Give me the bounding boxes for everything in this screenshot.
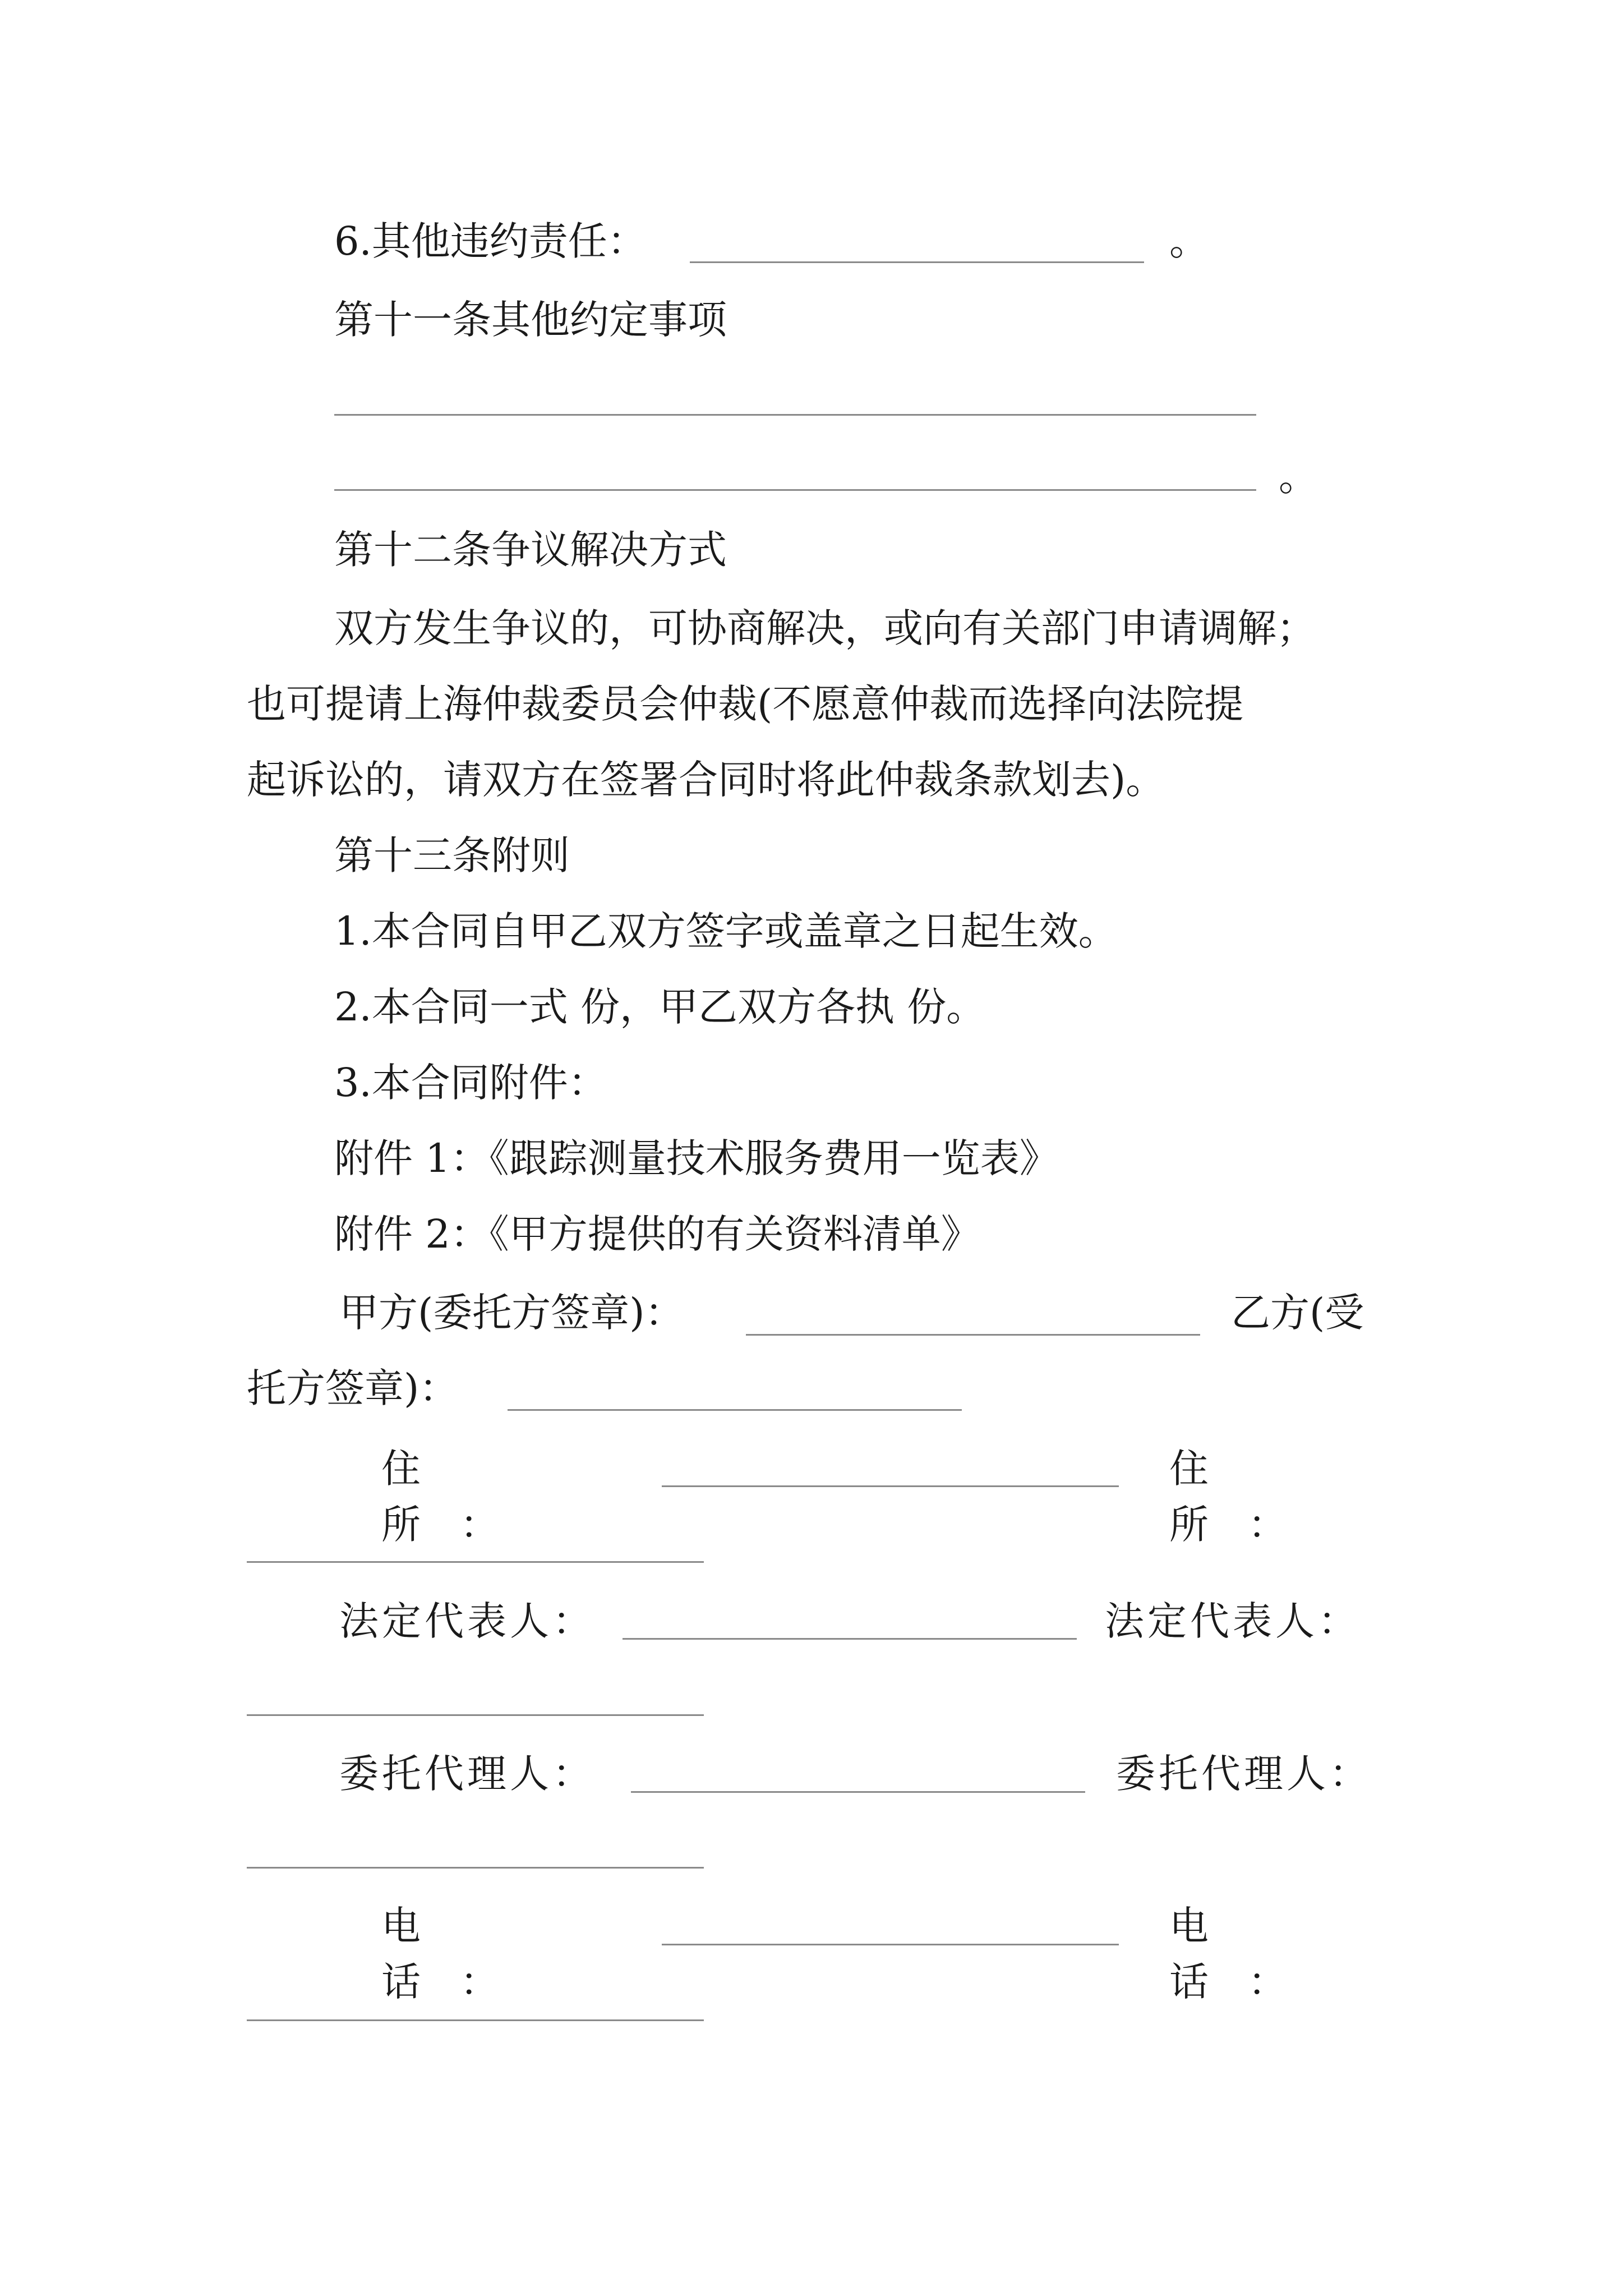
article13-item-2: 2.本合同一式 份，甲乙双方各执 份。 <box>334 984 986 1030</box>
party-b-sign-label-2: 托方签章)： <box>247 1365 459 1411</box>
party-b-sign-label-1: 乙方(受 <box>1231 1290 1364 1336</box>
other-liability-blank[interactable] <box>690 261 1144 263</box>
phone-a-label <box>381 1898 572 2010</box>
party-b-sign-blank[interactable] <box>508 1409 962 1411</box>
agent-b-label: 委托代理人： <box>1116 1751 1372 1797</box>
article12-line-2: 也可提请上海仲裁委员会仲裁(不愿意仲裁而选择向法院提 <box>247 681 1244 727</box>
article13-item-1: 1.本合同自甲乙双方签字或盖章之日起生效。 <box>334 908 1118 954</box>
attachment-2: 附件 2：《甲方提供的有关资料清单》 <box>334 1211 980 1257</box>
phone-a-blank[interactable] <box>662 1944 1119 1945</box>
address-a-blank[interactable] <box>662 1485 1119 1487</box>
article11-title: 第十一条其他约定事项 <box>334 297 727 343</box>
article11-blank-2[interactable] <box>334 489 1256 491</box>
article12-line-3: 起诉讼的，请双方在签署合同时将此仲裁条款划去)。 <box>247 757 1165 803</box>
party-a-sign-blank[interactable] <box>746 1334 1200 1336</box>
other-liability-period: 。 <box>1169 218 1209 264</box>
attachment-1: 附件 1：《跟踪测量技术服务费用一览表》 <box>334 1135 1059 1181</box>
party-a-sign-label: 甲方(委托方签章)： <box>339 1290 684 1336</box>
phone-b-blank[interactable] <box>247 2019 704 2021</box>
article13-title: 第十三条附则 <box>334 832 570 878</box>
legal-rep-a-label: 法定代表人： <box>339 1598 595 1644</box>
agent-b-blank[interactable] <box>247 1867 704 1869</box>
legal-rep-a-blank[interactable] <box>623 1638 1077 1640</box>
article12-line-1: 双方发生争议的，可协商解决，或向有关部门申请调解； <box>334 605 1316 651</box>
legal-rep-b-blank[interactable] <box>247 1714 704 1716</box>
legal-rep-b-label: 法定代表人： <box>1105 1598 1361 1644</box>
address-b-label <box>1169 1441 1360 1553</box>
address-a-text: 住所： <box>381 1446 538 1548</box>
address-a-label <box>381 1441 572 1553</box>
phone-b-text: 电话： <box>1169 1903 1326 2005</box>
other-liability-label: 6.其他违约责任： <box>334 218 647 264</box>
address-b-text: 住所： <box>1169 1446 1326 1548</box>
article12-title: 第十二条争议解决方式 <box>334 527 727 573</box>
article11-blank-1[interactable] <box>334 414 1256 416</box>
article13-item-3: 3.本合同附件： <box>334 1060 607 1106</box>
agent-a-label: 委托代理人： <box>339 1751 595 1797</box>
address-b-blank[interactable] <box>247 1561 704 1563</box>
phone-a-text: 电话： <box>381 1903 538 2005</box>
agent-a-blank[interactable] <box>631 1791 1085 1793</box>
article11-period: 。 <box>1279 454 1318 500</box>
phone-b-label <box>1169 1898 1360 2010</box>
